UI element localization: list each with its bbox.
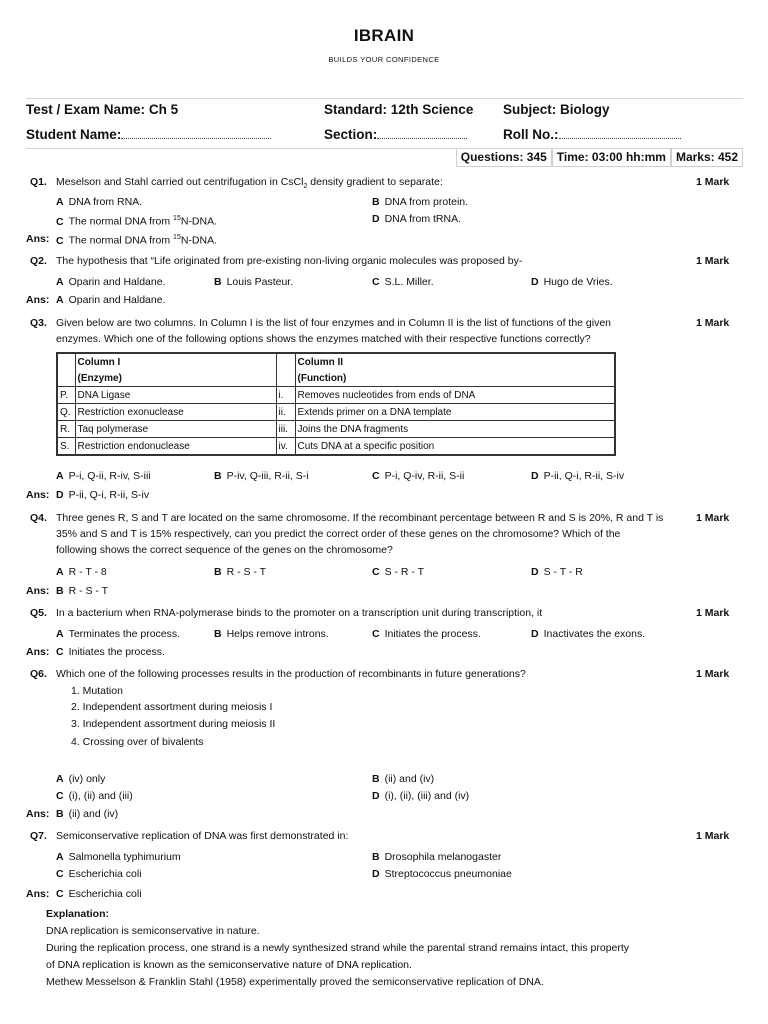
table-subheader-row [57,370,615,387]
q2-text: The hypothesis that “Life originated from pre-existing non-living organic molecules was proposed by- [56,255,523,267]
q5-number: Q5. [30,607,47,619]
q1-ans-label: Ans: [26,233,50,245]
q7-explanation-line: DNA replication is semiconservative in nature. [46,925,260,937]
q3-answer: D P-ii, Q-i, R-ii, S-iv [56,489,150,501]
q1-mark: 1 Mark [696,176,730,188]
q5-option-d[interactable]: D Inactivates the exons. [531,628,646,640]
q6-option-c[interactable]: C (i), (ii) and (iii) [56,790,133,802]
q7-option-d[interactable]: D Streptococcus pneumoniae [372,868,512,880]
q7-ans-label: Ans: [26,888,50,900]
roll-no-field[interactable]: Roll No.: [503,126,681,142]
exam-stats [456,148,743,167]
student-name-field[interactable]: Student Name: [26,126,271,142]
q7-answer: C Escherichia coli [56,888,142,900]
col1-subheader: (Enzyme) [75,370,276,387]
q7-explanation-title: Explanation: [46,908,110,920]
q3-option-c[interactable]: C P-i, Q-iv, R-ii, S-ii [372,470,465,482]
q7-option-b[interactable]: B Drosophila melanogaster [372,851,502,863]
q4-option-b[interactable]: B R - S - T [214,566,267,578]
q3-option-b[interactable]: B P-iv, Q-iii, R-ii, S-i [214,470,309,482]
table-row: P. DNA Ligase i. Removes nucleotides from ends of DNA [57,387,615,404]
col2-subheader: (Function) [295,370,615,387]
q6-item: 2. Independent assortment during meiosis I [71,701,273,713]
table-row: Q. Restriction exonuclease ii. Extends primer on a DNA template [57,404,615,421]
q4-mark: 1 Mark [696,512,730,524]
q7-mark: 1 Mark [696,830,730,842]
q4-option-d[interactable]: D S - T - R [531,566,583,578]
q2-option-b[interactable]: B Louis Pasteur. [214,276,294,288]
q6-answer: B (ii) and (iv) [56,808,119,820]
header-divider-top [26,98,743,99]
q4-text-line3: following shows the correct sequence of the genes on the chromosome? [56,544,393,556]
total-marks: Marks: 452 [671,148,743,167]
q6-item: 4. Crossing over of bivalents [71,736,204,748]
q6-mark: 1 Mark [696,668,730,680]
q7-number: Q7. [30,830,47,842]
q7-explanation-line: During the replication process, one strand is a newly synthesized strand while the parental strand remains intact, this property [46,942,630,954]
q4-text-line1: Three genes R, S and T are located on the same chromosome. If the recombinant percentage between R and S is 20%, R and T is [56,512,664,524]
q1-answer: C The normal DNA from $^{15}$N-DNA. [56,234,218,247]
q1-option-c[interactable]: C The normal DNA from $^{15}$N-DNA. [56,215,218,228]
q6-item: 3. Independent assortment during meiosis II [71,718,276,730]
q7-explanation-line: of DNA replication is known as the semiconservative nature of DNA replication. [46,959,412,971]
q3-match-table [56,352,616,456]
subject: Subject: Biology [503,102,610,117]
q2-option-d[interactable]: D Hugo de Vries. [531,276,613,288]
col1-header: Column I [75,353,276,370]
q6-item: 1. Mutation [71,685,123,697]
q2-ans-label: Ans: [26,294,50,306]
q1-option-d[interactable]: D DNA from tRNA. [372,213,462,225]
q2-option-c[interactable]: C S.L. Miller. [372,276,434,288]
q3-option-a[interactable]: A P-i, Q-ii, R-iv, S-iii [56,470,151,482]
q1-option-a[interactable]: A DNA from RNA. [56,196,143,208]
q5-option-a[interactable]: A Terminates the process. [56,628,181,640]
col2-header: Column II [295,353,615,370]
q7-option-c[interactable]: C Escherichia coli [56,868,142,880]
q6-ans-label: Ans: [26,808,50,820]
q3-text-line2: enzymes. Which one of the following options shows the enzymes matched with their respective functions correctly? [56,333,591,345]
q5-mark: 1 Mark [696,607,730,619]
q5-option-c[interactable]: C Initiates the process. [372,628,481,640]
q4-text-line2: 35% and S and T is 15% respectively, can you predict the correct order of these genes on the chromosome? Which of the [56,528,621,540]
q3-number: Q3. [30,317,47,329]
q1-option-b[interactable]: B DNA from protein. [372,196,469,208]
table-row: S. Restriction endonuclease iv. Cuts DNA at a specific position [57,438,615,456]
q5-option-b[interactable]: B Helps remove introns. [214,628,329,640]
q3-mark: 1 Mark [696,317,730,329]
q6-text: Which one of the following processes results in the production of recombinants in future generations? [56,668,526,680]
brand-tagline: BUILDS YOUR CONFIDENCE [328,55,440,64]
q1-text: Meselson and Stahl carried out centrifugation in CsCl$_2$ density gradient to separate: [56,176,443,191]
q4-number: Q4. [30,512,47,524]
questions-count: Questions: 345 [456,148,552,167]
exam-name: Test / Exam Name: Ch 5 [26,102,179,117]
q6-number: Q6. [30,668,47,680]
q7-option-a[interactable]: A Salmonella typhimurium [56,851,181,863]
q4-answer: B R - S - T [56,585,109,597]
q7-explanation-line: Methew Messelson & Franklin Stahl (1958) experimentally proved the semiconservative replication of DNA. [46,976,544,988]
standard: Standard: 12th Science [324,102,474,117]
q2-number: Q2. [30,255,47,267]
q3-ans-label: Ans: [26,489,50,501]
q2-answer: A Oparin and Haldane. [56,294,166,306]
table-row: R. Taq polymerase iii. Joins the DNA fragments [57,421,615,438]
q3-option-d[interactable]: D P-ii, Q-i, R-ii, S-iv [531,470,625,482]
q6-option-a[interactable]: A (iv) only [56,773,106,785]
q4-option-c[interactable]: C S - R - T [372,566,425,578]
time-limit: Time: 03:00 hh:mm [552,148,671,167]
brand-title: IBRAIN [353,26,415,45]
q5-text: In a bacterium when RNA-polymerase binds to the promoter on a transcription unit during transcription, it [56,607,543,619]
q5-ans-label: Ans: [26,646,50,658]
q4-ans-label: Ans: [26,585,50,597]
q2-mark: 1 Mark [696,255,730,267]
q5-answer: C Initiates the process. [56,646,165,658]
q6-option-b[interactable]: B (ii) and (iv) [372,773,435,785]
q6-option-d[interactable]: D (i), (ii), (iii) and (iv) [372,790,470,802]
q4-option-a[interactable]: A R - T - 8 [56,566,107,578]
table-header-row [57,353,615,370]
q3-text-line1: Given below are two columns. In Column I is the list of four enzymes and in Column II is the list of functions of the given [56,317,612,329]
q7-text: Semiconservative replication of DNA was first demonstrated in: [56,830,349,842]
q2-option-a[interactable]: A Oparin and Haldane. [56,276,166,288]
q1-number: Q1. [30,176,47,188]
section-field[interactable]: Section: [324,126,467,142]
